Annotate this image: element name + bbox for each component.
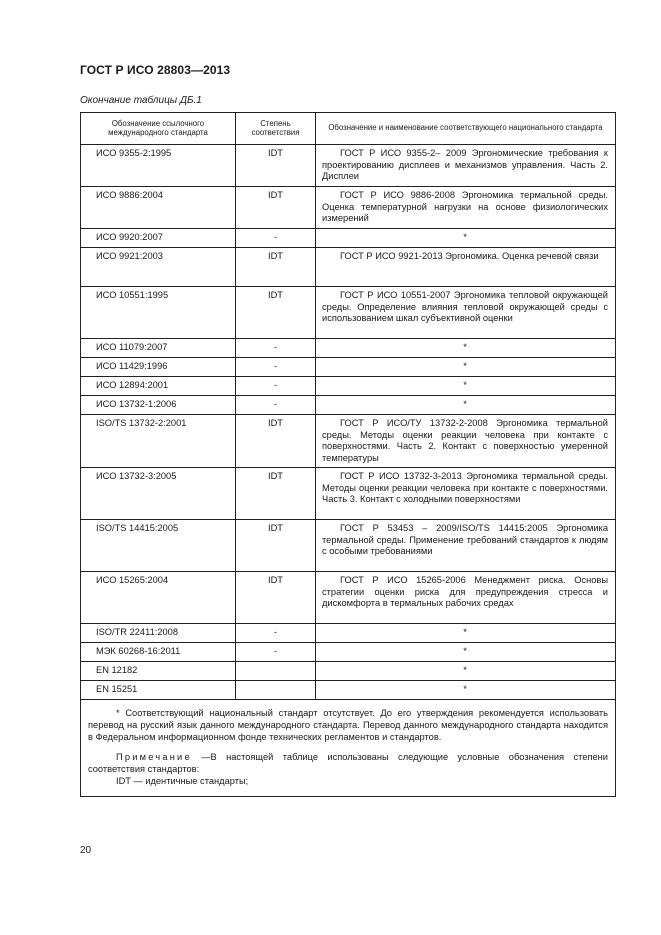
- standards-table: [80, 112, 616, 797]
- cell-national-standard: *: [316, 339, 616, 358]
- table-row: [81, 624, 616, 643]
- cell-national-standard: *: [316, 358, 616, 377]
- cell-degree: -: [236, 624, 316, 643]
- table-row: [81, 643, 616, 662]
- cell-degree: [236, 662, 316, 681]
- cell-degree: IDT: [236, 415, 316, 468]
- footnote-text: * Соответствующий национальный стандарт отсутствует. До его утверждения рекомендуется использовать перевод на русский язык данного международного стандарта. Перевод данного международного стандарта находится в Федеральном информационном фонде технических регламентов и стандартов.: [88, 708, 608, 742]
- cell-standard: ISO/TR 22411:2008: [81, 624, 236, 643]
- table-row: [81, 415, 616, 468]
- cell-national-standard: *: [316, 396, 616, 415]
- table-row: [81, 358, 616, 377]
- cell-standard: ISO/TS 13732-2:2001: [81, 415, 236, 468]
- table-row: [81, 396, 616, 415]
- cell-degree: -: [236, 358, 316, 377]
- cell-standard: ИСО 13732-1:2006: [81, 396, 236, 415]
- cell-standard: ИСО 10551:1995: [81, 287, 236, 339]
- cell-standard: ИСО 9886:2004: [81, 187, 236, 229]
- page-number: 20: [80, 845, 92, 856]
- cell-standard: ИСО 9920:2007: [81, 229, 236, 248]
- cell-national-standard: *: [316, 624, 616, 643]
- column-header-national: Обозначение и наименование соответствующего национального стандарта: [316, 113, 616, 145]
- cell-national-standard: *: [316, 681, 616, 700]
- cell-degree: -: [236, 396, 316, 415]
- footnote-cell: [81, 700, 616, 797]
- cell-national-standard: ГОСТ Р ИСО 9355-2– 2009 Эргономические требования к проектированию дисплеев и механизмов управления. Часть 2. Дисплеи: [316, 145, 616, 187]
- column-header-standard: Обозначение ссылочного международного стандарта: [81, 113, 236, 145]
- table-row: [81, 572, 616, 624]
- cell-national-standard: ГОСТ Р ИСО 9886-2008 Эргономика термальной среды. Оценка температурной нагрузки на основе физиологических измерений: [316, 187, 616, 229]
- cell-standard: EN 15251: [81, 681, 236, 700]
- note-label: Примечание: [116, 752, 192, 762]
- cell-national-standard: ГОСТ Р ИСО 13732-3-2013 Эргономика термальной среды. Методы оценки реакции человека при контакте с поверхностями. Часть 3. Контакт с холодными поверхностями: [316, 468, 616, 520]
- column-header-degree: Степень соответствия: [236, 113, 316, 145]
- cell-national-standard: *: [316, 377, 616, 396]
- cell-degree: [236, 681, 316, 700]
- cell-national-standard: ГОСТ Р ИСО 10551-2007 Эргономика тепловой окружающей среды. Определение влияния тепловой окружающей среды с использованием шкал субъективной оценки: [316, 287, 616, 339]
- cell-standard: EN 12182: [81, 662, 236, 681]
- note-paragraph: [88, 751, 608, 775]
- document-header: ГОСТ Р ИСО 28803—2013: [80, 63, 231, 77]
- note-text: —В настоящей таблице использованы следующие условные обозначения степени соответствия стандартов:: [88, 752, 608, 774]
- cell-degree: IDT: [236, 287, 316, 339]
- cell-national-standard: *: [316, 229, 616, 248]
- table-header-row: [81, 113, 616, 145]
- cell-national-standard: *: [316, 662, 616, 681]
- cell-degree: -: [236, 377, 316, 396]
- table-row: [81, 681, 616, 700]
- cell-degree: IDT: [236, 520, 316, 572]
- cell-degree: -: [236, 229, 316, 248]
- table-caption: Окончание таблицы ДБ.1: [80, 95, 202, 106]
- cell-degree: IDT: [236, 248, 316, 287]
- table-row: [81, 287, 616, 339]
- cell-degree: -: [236, 643, 316, 662]
- cell-standard: ИСО 11429:1996: [81, 358, 236, 377]
- cell-national-standard: *: [316, 643, 616, 662]
- table-row: [81, 145, 616, 187]
- cell-national-standard: ГОСТ Р ИСО/ТУ 13732-2-2008 Эргономика термальной среды. Методы оценки реакции человека при контакте с поверхностями. Часть 2. Контакт с поверхностью умеренной температуры: [316, 415, 616, 468]
- cell-standard: ИСО 12894:2001: [81, 377, 236, 396]
- table-row: [81, 187, 616, 229]
- cell-standard: ISO/TS 14415:2005: [81, 520, 236, 572]
- table-row: [81, 229, 616, 248]
- table-row: [81, 520, 616, 572]
- cell-national-standard: ГОСТ Р 53453 – 2009/ISO/TS 14415:2005 Эргономика термальной среды. Применение требований стандартов к людям с особыми требованиями: [316, 520, 616, 572]
- cell-standard: МЭК 60268-16:2011: [81, 643, 236, 662]
- table-row: [81, 662, 616, 681]
- cell-degree: IDT: [236, 145, 316, 187]
- table-row: [81, 468, 616, 520]
- cell-standard: ИСО 9921:2003: [81, 248, 236, 287]
- table-row: [81, 339, 616, 358]
- cell-standard: ИСО 9355-2:1995: [81, 145, 236, 187]
- cell-standard: ИСО 13732-3:2005: [81, 468, 236, 520]
- cell-standard: ИСО 11079:2007: [81, 339, 236, 358]
- table-row: [81, 377, 616, 396]
- cell-national-standard: ГОСТ Р ИСО 15265-2006 Менеджмент риска. Основы стратегии оценки риска для предупреждения стресса и дискомфорта в термальных рабочих средах: [316, 572, 616, 624]
- table-footnote-row: [81, 700, 616, 797]
- cell-degree: -: [236, 339, 316, 358]
- table-row: [81, 248, 616, 287]
- cell-degree: IDT: [236, 468, 316, 520]
- cell-degree: IDT: [236, 187, 316, 229]
- cell-degree: IDT: [236, 572, 316, 624]
- note-idt-definition: IDT — идентичные стандарты;: [116, 776, 249, 786]
- cell-national-standard: ГОСТ Р ИСО 9921-2013 Эргономика. Оценка речевой связи: [316, 248, 616, 287]
- cell-standard: ИСО 15265:2004: [81, 572, 236, 624]
